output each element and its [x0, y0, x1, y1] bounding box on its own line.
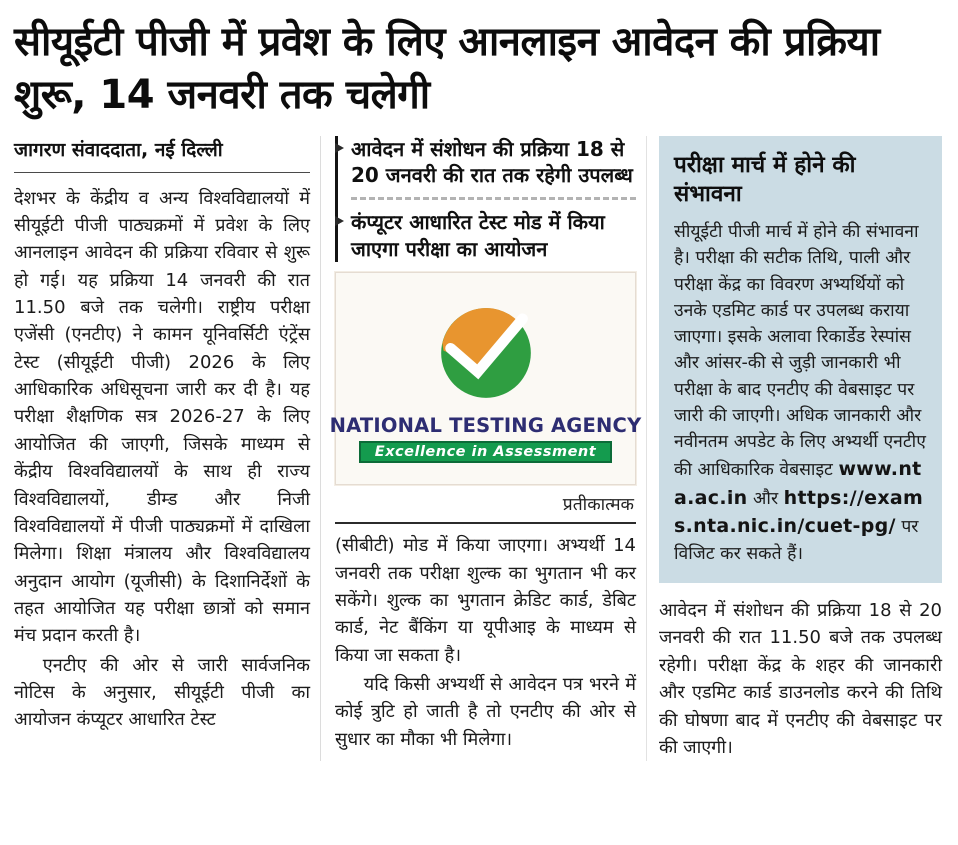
- nta-photo: [329, 272, 642, 485]
- highlight-list: [335, 136, 636, 263]
- sidebar-body-text: सीयूईटी पीजी मार्च में होने की संभावना है। परीक्षा की सटीक तिथि, पाली और परीक्षा केंद्र का विवरण अभ्यर्थियों को उनके एडमिट कार्ड पर उपलब्ध कराया जाएगा। इसके अलावा रिकार्डेड रेस्पांस और आंसर-की से जुड़ी जानकारी भी परीक्षा के बाद एनटीए की वेबसाइट पर जारी की जाएगी। अधिक जानकारी और नवीनतम अपडेट के लिए अभ्यर्थी एनटीए की आधिकारिक वेबसाइट: [674, 222, 926, 481]
- dashed-divider: [351, 197, 636, 200]
- left-column: [14, 136, 320, 762]
- highlight-text: कंप्यूटर आधारित टेस्ट मोड में किया जाएगा परीक्षा का आयोजन: [351, 210, 605, 261]
- left-paragraph-1: देशभर के केंद्रीय व अन्य विश्वविद्यालयों में सीयूईटी पीजी पाठ्यक्रमों में प्रवेश के लिए आनलाइन आवेदन की प्रक्रिया रविवार से शुरू हो गई। यह प्रक्रिया 14 जनवरी की रात 11.50 बजे तक चलेगी। राष्ट्रीय परीक्षा एजेंसी (एनटीए) ने कामन यूनिवर्सिटी एंट्रेंस टेस्ट (सीयूईटी पीजी) 2026 के लिए आधिकारिक अधिसूचना जारी कर दी है। यह परीक्षा शैक्षणिक सत्र 2026-27 के लिए आयोजित की जाएगी, जिसके माध्यम से केंद्रीय विश्वविद्यालयों के साथ ही राज्य विश्वविद्यालयों, डीम्ड और निजी विश्वविद्यालयों में पीजी पाठ्यक्रमों में दाखिला मिलेगा। शिक्षा मंत्रालय और विश्वविद्यालय अनुदान आयोग (यूजीसी) के दिशानिर्देशों के तहत आयोजित यह परीक्षा छात्रों को समान मंच प्रदान करती है।: [14, 187, 310, 647]
- highlight-item: [351, 209, 636, 262]
- left-paragraph-2: एनटीए की ओर से जारी सार्वजनिक नोटिस के अनुसार, सीयूईटी पीजी का आयोजन कंप्यूटर आधारित टेस्ट: [14, 654, 310, 731]
- nta-tagline-banner: Excellence in Assessment: [359, 441, 612, 463]
- photo-caption: प्रतीकात्मक: [562, 495, 634, 516]
- highlight-text: आवेदन में संशोधन की प्रक्रिया 18 से 20 जनवरी की रात तक रहेगी उपलब्ध: [351, 136, 633, 187]
- highlight-item: [351, 136, 636, 189]
- right-column: [646, 136, 942, 762]
- sidebar-body: [674, 219, 928, 567]
- sidebar-body-tail: पर विजिट कर सकते हैं।: [674, 517, 919, 564]
- middle-paragraph-2: यदि किसी अभ्यर्थी से आवेदन पत्र भरने में कोई त्रुटि हो जाती है तो एनटीए की ओर से सुधार का मौका भी मिलेगा।: [335, 673, 636, 750]
- bullet-arrow-icon: [335, 143, 344, 153]
- bullet-arrow-icon: [335, 216, 344, 226]
- article-columns: [14, 136, 944, 762]
- article-headline: सीयूईटी पीजी में प्रवेश के लिए आनलाइन आवेदन की प्रक्रिया शुरू, 14 जनवरी तक चलेगी: [14, 19, 880, 118]
- byline: जागरण संवाददाता, नई दिल्ली: [14, 136, 310, 173]
- middle-paragraph-1: (सीबीटी) मोड में किया जाएगा। अभ्यर्थी 14 जनवरी तक परीक्षा शुल्क का भुगतान भी कर सकेंगे। शुल्क का भुगतान क्रेडिट कार्ड, डेबिट कार्ड, नेट बैंकिंग या यूपीआइ के माध्यम से किया जा सकता है।: [335, 535, 636, 666]
- nta-website-url: www.nta.ac.in: [674, 458, 922, 509]
- middle-column: [320, 136, 646, 762]
- sidebar-heading: परीक्षा मार्च में होने की संभावना: [674, 151, 856, 207]
- right-bottom-paragraph: आवेदन में संशोधन की प्रक्रिया 18 से 20 जनवरी की रात 11.50 बजे तक उपलब्ध रहेगी। परीक्षा केंद्र के शहर की जानकारी और एडमिट कार्ड डाउनलोड करने की तिथि की घोषणा बाद में एनटीए की वेबसाइट पर की जाएगी।: [659, 600, 942, 758]
- url-conjunction: और: [747, 488, 784, 509]
- sidebar-box: [659, 136, 942, 584]
- exams-website-url: https://exams.nta.nic.in/cuet-pg/: [674, 486, 924, 538]
- nta-logo-icon: [420, 294, 552, 412]
- caption-rule: [335, 522, 636, 524]
- nta-wordmark: NATIONAL TESTING AGENCY: [329, 414, 642, 438]
